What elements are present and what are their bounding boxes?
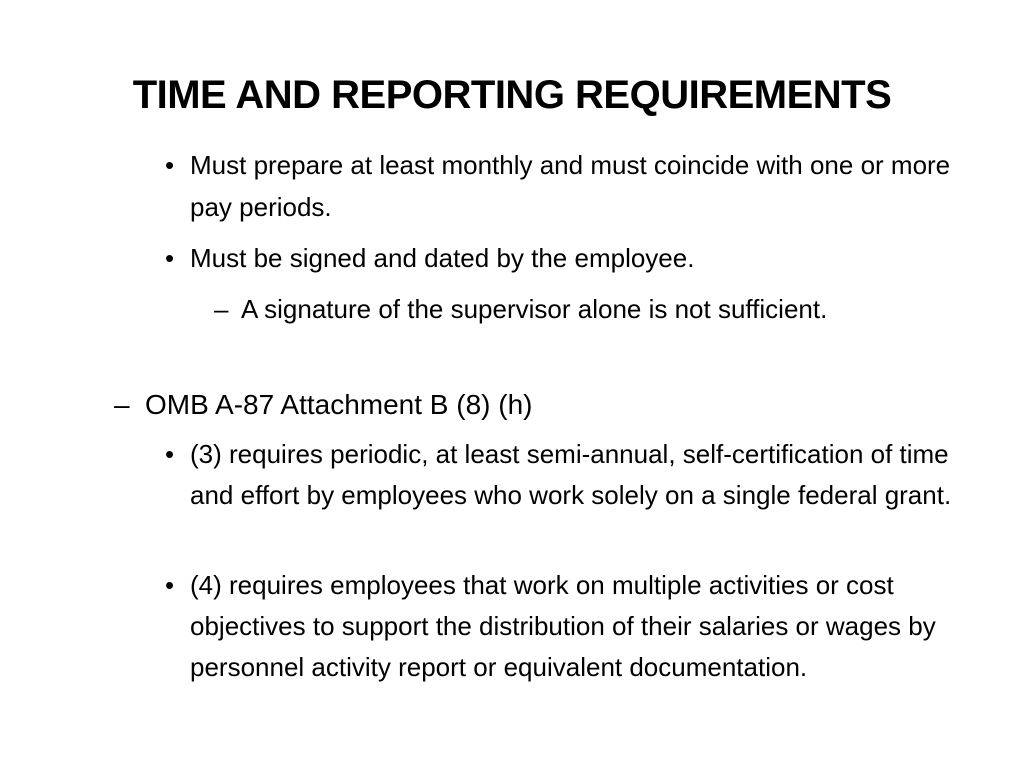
dash-text: A signature of the supervisor alone is not sufficient. [241, 294, 828, 324]
bullet-marker: • [165, 439, 175, 469]
bullet-marker: • [165, 570, 175, 600]
bullet-item [165, 434, 965, 516]
slide-title: TIME AND REPORTING REQUIREMENTS [132, 73, 892, 117]
bullet-text: Must prepare at least monthly and must coincide with one or more pay periods. [190, 150, 951, 222]
bullet-marker: • [165, 243, 175, 273]
dash-marker: – [114, 389, 130, 420]
bullet-marker: • [165, 150, 175, 180]
bullet-text: (4) requires employees that work on multiple activities or cost objectives to support the distribution of their salaries or wages by personnel activity report or equivalent documentation. [190, 570, 936, 682]
dash-item [214, 288, 854, 330]
dash-item [114, 384, 914, 426]
bullet-text: (3) requires periodic, at least semi-annual, self-certification of time and effort by employees who work solely on a single federal grant. [190, 439, 952, 510]
dash-text: OMB A-87 Attachment B (8) (h) [145, 389, 533, 420]
bullet-item [165, 565, 965, 688]
bullet-text: Must be signed and dated by the employee. [190, 243, 695, 273]
bullet-item [165, 237, 955, 279]
dash-marker: – [214, 294, 229, 324]
bullet-item [165, 144, 955, 228]
